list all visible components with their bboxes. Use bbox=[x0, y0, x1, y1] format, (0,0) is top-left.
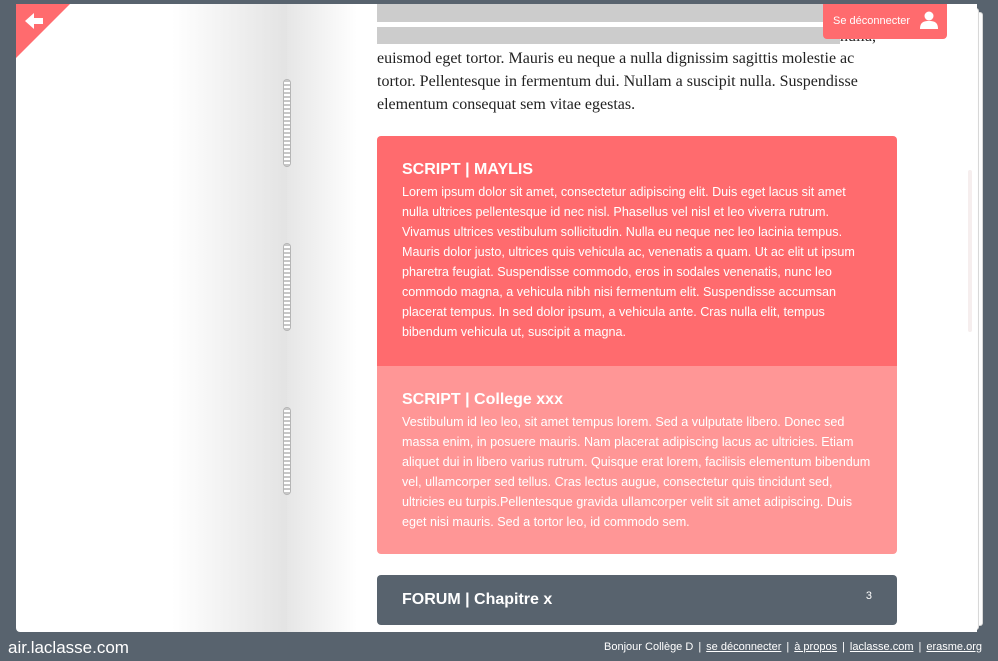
forum-count-badge: 3 bbox=[865, 590, 872, 602]
brand-prefix: air bbox=[8, 638, 26, 657]
left-page-shadow bbox=[172, 4, 292, 632]
script-title: SCRIPT | College xxx bbox=[402, 391, 563, 408]
script-card-college bbox=[377, 366, 897, 554]
separator: | bbox=[786, 641, 790, 653]
footer-link-about[interactable]: à propos bbox=[794, 641, 838, 653]
redacted-line bbox=[377, 4, 823, 22]
page-fold-shadow bbox=[287, 4, 357, 632]
binding-stitch bbox=[284, 244, 290, 330]
footer-link-erasme[interactable]: erasme.org bbox=[926, 641, 982, 653]
scrollbar[interactable] bbox=[968, 170, 972, 332]
footer-link-logout[interactable]: se déconnecter bbox=[706, 641, 782, 653]
separator: | bbox=[918, 641, 922, 653]
user-icon bbox=[920, 11, 938, 29]
binding-stitch bbox=[284, 80, 290, 166]
forum-title: FORUM | Chapitre x bbox=[402, 591, 553, 608]
forum-button[interactable] bbox=[377, 575, 897, 625]
redacted-line bbox=[377, 27, 840, 44]
script-title: SCRIPT | MAYLIS bbox=[402, 161, 534, 178]
footer-links bbox=[604, 641, 982, 653]
separator: | bbox=[842, 641, 845, 653]
left-page bbox=[16, 4, 292, 632]
intro-paragraph: euismod eget tortor. Mauris eu neque a nulla dignissim sagittis molestie ac tortor. Pellentesque in fermentum dui. Nullam a suscipit nulla. Suspendisse elementum consequat sem vitae egestas. bbox=[377, 50, 858, 113]
script-body: Lorem ipsum dolor sit amet, consectetur adipiscing elit. Duis eget lacus sit amet nulla ultrices pellentesque id nec nisl. Phasellus vel nisl et leo viverra rutrum. Vivamus ultrices vestibulum sollicitudin. Nulla eu neque nec leo lacinia tempus. Mauris dolor justo, ultrices quis vehicula ac, venenatis a quam. Ut ac elit ut ipsum pharetra feugiat. Suspendisse commodo, eros in sodales venenatis, nunc leo commodo magna, a vehicula nibh nisi fermentum elit. Suspendisse accumsan placerat tempus. In sed dolor ipsum, a vehicula ante. Cras nulla elit, tempus bibendum vehicula ut, suscipit a magna. bbox=[402, 185, 855, 339]
logout-label: Se déconnecter bbox=[833, 15, 911, 27]
brand-suffix: .laclasse.com bbox=[25, 638, 129, 657]
binding-stitch bbox=[284, 408, 290, 494]
page-stack-edge bbox=[979, 12, 983, 626]
greeting-text: Bonjour Collège D bbox=[604, 641, 694, 653]
brand-logo[interactable] bbox=[8, 638, 129, 658]
logout-button[interactable] bbox=[823, 4, 947, 39]
footer-link-laclasse[interactable]: laclasse.com bbox=[849, 641, 914, 653]
script-body: Vestibulum id leo leo, sit amet tempus lorem. Sed a vulputate libero. Donec sed massa enim, in posuere mauris. Nam placerat adipiscing lacus ac ultricies. Etiam aliquet dui in libero varius rutrum. Quisque erat lorem, facilisis elementum bibendum vel, ullamcorper sed tellus. Cras lectus augue, consectetur quis tincidunt sed, ultricies eu turpis.Pellentesque gravida ullamcorper velit sit amet adipiscing. Duis eget nisi mauris. Sed a tortor leo, id commodo sem. bbox=[402, 415, 871, 529]
script-card-maylis bbox=[377, 136, 897, 366]
separator: | bbox=[698, 641, 702, 653]
arrow-left-icon[interactable] bbox=[24, 11, 44, 31]
